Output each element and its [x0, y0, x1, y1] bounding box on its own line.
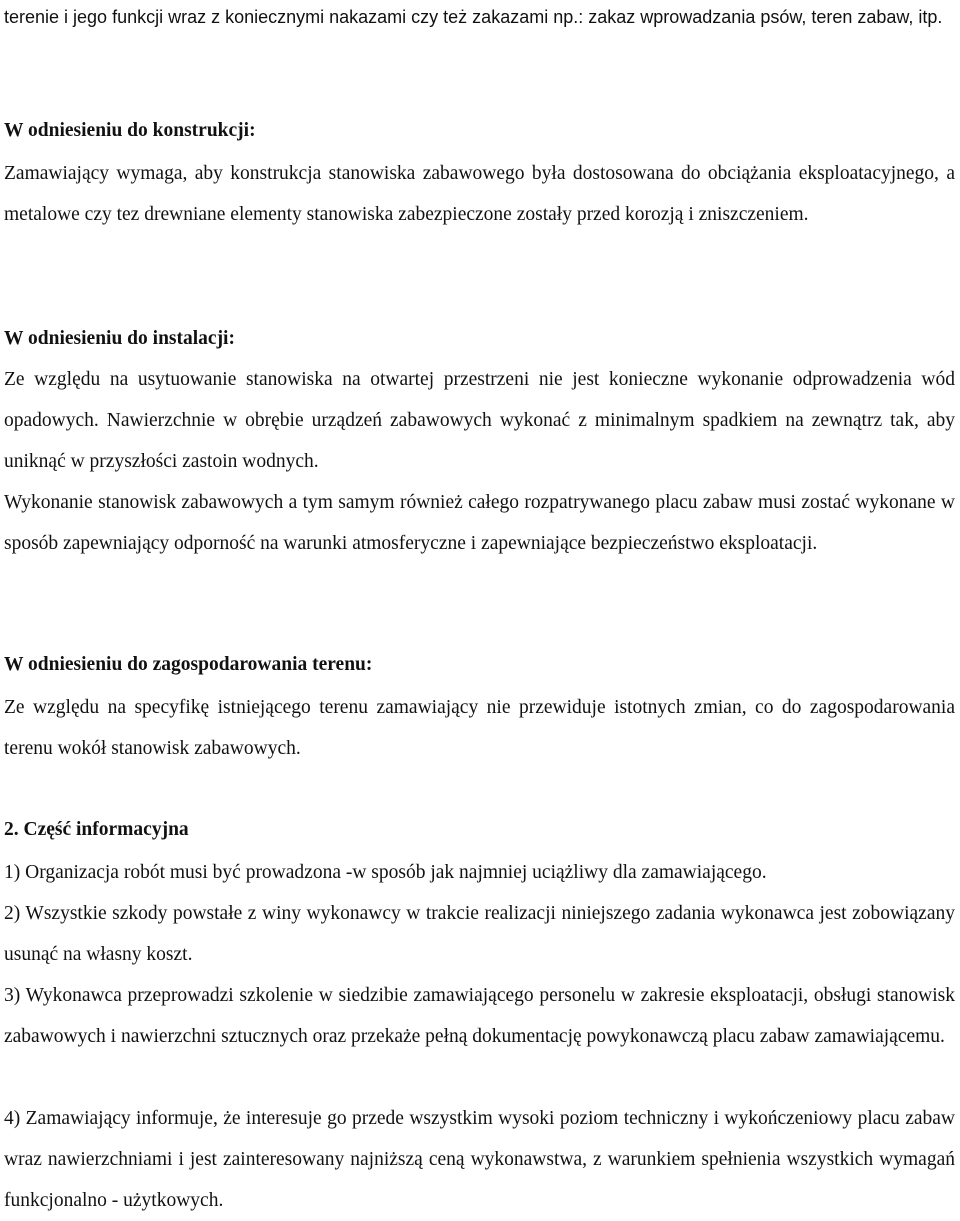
information-section-heading: 2. Część informacyjna [4, 819, 189, 840]
info-list-item: 1) Organizacja robót musi być prowadzona -w sposób jak najmniej uciążliwy dla zamawiającego. [4, 862, 767, 883]
land-development-heading: W odniesieniu do zagospodarowania terenu: [4, 654, 373, 675]
construction-heading: W odniesieniu do konstrukcji: [4, 120, 256, 141]
installation-paragraph-2: Wykonanie stanowisk zabawowych a tym samym również całego rozpatrywanego placu zabaw musi zostać wykonane w sposób zapewniający odporność na warunki atmosferyczne i zapewniające bezpieczeństwo eksploatacji. [4, 492, 955, 554]
installation-heading: W odniesieniu do instalacji: [4, 328, 235, 349]
info-list-item: 3) Wykonawca przeprowadzi szkolenie w siedzibie zamawiającego personelu w zakresie eksploatacji, obsługi stanowisk zabawowych i nawierzchni sztucznych oraz przekaże pełną dokumentację powykonawczą placu zabaw zamawiającemu. [4, 985, 955, 1047]
info-list-item: 2) Wszystkie szkody powstałe z winy wykonawcy w trakcie realizacji niniejszego zadania wykonawca jest zobowiązany usunąć na własny koszt. [4, 903, 955, 965]
construction-paragraph: Zamawiający wymaga, aby konstrukcja stanowiska zabawowego była dostosowana do obciążania eksploatacyjnego, a metalowe czy tez drewniane elementy stanowiska zabezpieczone zostały przed korozją i zniszczeniem. [4, 163, 955, 225]
intro-paragraph: terenie i jego funkcji wraz z koniecznymi nakazami czy też zakazami np.: zakaz wprowadzania psów, teren zabaw, itp. [4, 7, 943, 27]
installation-paragraph: Ze względu na usytuowanie stanowiska na otwartej przestrzeni nie jest konieczne wykonanie odprowadzenia wód opadowych. Nawierzchnie w obrębie urządzeń zabawowych wykonać z minimalnym spadkiem na zewnątrz tak, aby uniknąć w przyszłości zastoin wodnych. [4, 369, 955, 472]
land-development-paragraph: Ze względu na specyfikę istniejącego terenu zamawiający nie przewiduje istotnych zmian, co do zagospodarowania terenu wokół stanowisk zabawowych. [4, 697, 955, 759]
info-list-item: 4) Zamawiający informuje, że interesuje go przede wszystkim wysoki poziom techniczny i wykończeniowy placu zabaw wraz nawierzchniami i jest zainteresowany najniższą ceną wykonawstwa, z warunkiem spełnienia wszystkich wymagań funkcjonalno - użytkowych. [4, 1108, 955, 1211]
